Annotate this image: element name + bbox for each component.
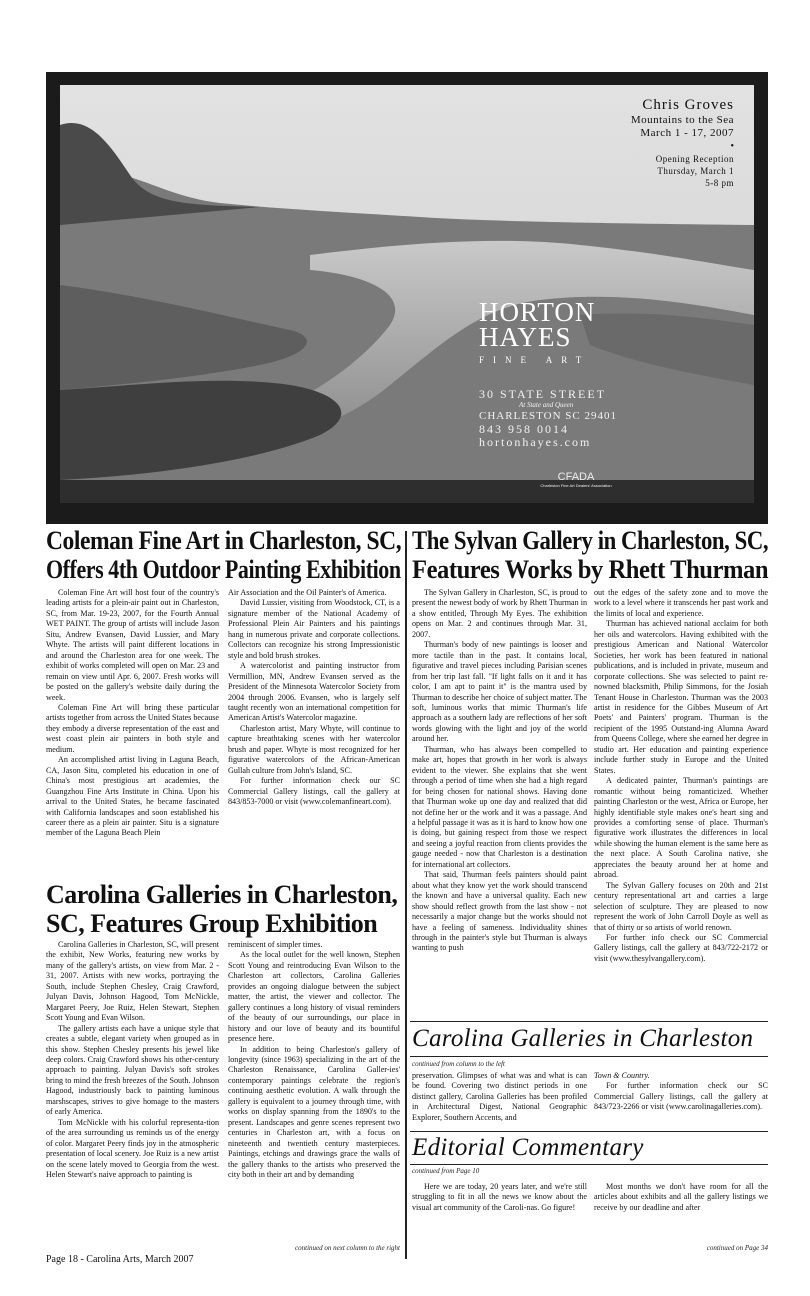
paragraph: preservation. Glimpses of what was and what is can be found. Covering two distinct periods in one distinct gallery, Carolina Galleries has been profiled in Architectural Digest, National Geographic Explorer, Southern Accents, and: [412, 1071, 587, 1122]
paragraph: Coleman Fine Art will bring these particular artists together from across the United States because they embody a diverse representation of the east and west coast plein air painters in both style and medium.: [46, 702, 219, 754]
continued-from-notice: continued from Page 10: [412, 1167, 480, 1175]
paragraph: reminiscent of simpler times.: [228, 940, 323, 949]
paragraph: Most months we don't have room for all the articles about exhibits and all the gallery listings we receive by our deadline and after: [594, 1182, 768, 1212]
carolina-headline-line-2: SC, Features Group Exhibition: [46, 909, 378, 938]
coleman-headline-line-2: Offers 4th Outdoor Painting Exhibition: [46, 555, 401, 584]
paragraph: The gallery artists each have a unique style that creates a subtle, elegant variety when grouped as in this show. Stephen Chesley presents his jewel like deep colors. Craig Crawford shows his other-century approach to painting. Julyan Davis's soft strokes bring to mind the fresh breezes of the South. Johnson Hagood, industriously back to painting luminous marshscapes, strives to give homage to the masters of early America.: [46, 1023, 219, 1117]
sylvan-headline: [412, 526, 768, 584]
paragraph: Charleston artist, Mary Whyte, will continue to capture breathtaking scenes with her watercolor brush and paper. Whyte is most recognized for her figurative watercolors of the African-American Gullah culture from John's Island, SC.: [228, 723, 400, 775]
section-divider: [410, 1021, 768, 1022]
continued-from-notice: continued from column to the left: [412, 1060, 505, 1068]
gallery-address: [479, 388, 659, 449]
section-divider: [410, 1164, 768, 1165]
paragraph: Town & Country.: [594, 1071, 650, 1080]
carolina-column-2: [228, 940, 400, 1180]
page-footer: Page 18 - Carolina Arts, March 2007: [46, 1254, 194, 1265]
phone-number: 843 958 0014: [479, 422, 569, 436]
sylvan-headline-line-1: The Sylvan Gallery in Charleston, SC,: [412, 526, 769, 555]
cfada-logo: [516, 471, 636, 488]
paragraph: In addition to being Charleston's gallery of longevity (since 1963) specializing in the art of the Charleston Renaissance, Carolina Galler-ies' contemporary paintings celebrate the region's continuing aesthetic evolution. A walk through the gallery is equivalent to a journey through time, with works on display spanning from the 1890's to the present. Landscapes and genre scenes represent two centuries in Charleston art, with a focus on nineteenth and twentieth century masterpieces. Paintings, etchings and drawings grace the walls of the gallery thanks to the artists who preserved the city both in their art and by demanding: [228, 1044, 400, 1179]
cfada-logo-subtitle: Charleston Fine Art Dealers' Association: [540, 483, 612, 488]
exhibition-dates: March 1 - 17, 2007: [640, 127, 734, 139]
carolina-continued-title: Carolina Galleries in Charleston: [412, 1025, 754, 1052]
editorial-title: Editorial Commentary: [412, 1134, 644, 1161]
paragraph: Carolina Galleries in Charleston, SC, will present the exhibit, New Works, featuring new works by many of the gallery's artists, on view from Mar. 2 - 31, 2007. Artists with new works, portraying the South, include Stephen Chesley, Craig Crawford, Julyan Davis, Johnson Hagood, Tom McNickle, Margaret Peery, Joe Ruiz, Helen Stewart, Stephen Scott Young and Evan Wilson.: [46, 940, 219, 1023]
editorial-column-1: [412, 1182, 587, 1213]
sylvan-column-1: [412, 588, 587, 954]
sylvan-column-2: [594, 588, 768, 964]
paragraph: Here we are today, 20 years later, and we're still struggling to fit in all the news we know about the visual art community of the Caroli-nas. Go figure!: [412, 1182, 587, 1212]
carolina-headline-line-1: Carolina Galleries in Charleston,: [46, 880, 398, 909]
coleman-column-2: [228, 588, 400, 808]
paragraph: out the edges of the safety zone and to move the work to a level where it transcends her past work and the limits of local and experience.: [594, 588, 768, 618]
artist-name: Chris Groves: [642, 97, 734, 113]
bullet-separator: •: [730, 141, 734, 152]
sylvan-headline-line-2: Features Works by Rhett Thurman: [412, 555, 769, 584]
paragraph: The Sylvan Gallery in Charleston, SC, is proud to present the newest body of work by Rhett Thurman in a show entitled, Through My Eyes. The exhibition opens on Mar. 2 and continues through Mar. 31, 2007.: [412, 588, 587, 639]
paragraph: Thurman's body of new paintings is looser and more tactile than in the past. It contains local, figurative and travel pieces including Parisian scenes from her trip last fall. "If light falls on it and it has color, I am apt to paint it" is the mantra used by Thurman to describe her choice of subject matter. The soft, luminous works that mimic Thurman's life approach as a southern lady are reflections of her soft words glowing with the light and joy of the world around her.: [412, 640, 587, 744]
gallery-name-line-3: FINE ART: [479, 355, 591, 365]
paragraph: Thurman, who has always been compelled to make art, hopes that growth in her work is always evident to the viewer. She explains that she went through a period of time when she had a high regard for being chosen for national shows. Having done that Thurman woke up one day and realized that did not define her or the work and it was a passage. And a helpful passage it was as it is hard to know how one is doing, but gaining respect from those we respect and seeing a joyful reaction from clients provides the gauge needed - now that Charleston is a destination for international art collectors.: [412, 744, 587, 869]
section-divider: [410, 1131, 768, 1132]
paragraph: As the local outlet for the well known, Stephen Scott Young and reintroducing Evan Wilson to the Charleston art collectors, Carolina Galleries provides an ongoing dialogue between the subject matter, the artist, the viewer and collector. The gallery continues a long history of visual reminders of the beauty of our surroundings, our place in history and our love of beauty and its bountiful presence here.: [228, 950, 400, 1044]
carolina-continued-column-1: [412, 1071, 587, 1123]
cfada-logo-text: CFADA: [557, 471, 595, 483]
column-divider: [405, 531, 407, 1259]
paragraph: Air Association and the Oil Painter's of America.: [228, 588, 387, 597]
website: hortonhayes.com: [479, 435, 592, 449]
gallery-logo: [479, 297, 659, 367]
gallery-name-line-2: HAYES: [479, 322, 572, 352]
city-state-zip: CHARLESTON SC 29401: [479, 410, 617, 422]
paragraph: David Lussier, visiting from Woodstock, CT, is a signature member of the National Academy of Professional Plein Air Painters and his paintings hang in numerous private and corporate collections. Collectors can recognize his strong Impressionistic style and bold brush strokes.: [228, 598, 400, 660]
paragraph: For further info check our SC Commercial Gallery listings, call the gallery at 843/722-2172 or visit (www.thesylvangallery.com).: [594, 932, 768, 963]
paragraph: For further information check our SC Commercial Gallery listings, call the gallery at 843/723-2266 or visit (www.carolinagalleries.com).: [594, 1081, 768, 1112]
exhibition-title: Mountains to the Sea: [630, 114, 734, 126]
paragraph: The Sylvan Gallery focuses on 20th and 21st century representational art and carries a large selection of sculpture. They are pleased to now represent the work of John Carroll Doyle as well as that of thirty or so artists of world renown.: [594, 880, 768, 932]
carolina-continued-column-2: [594, 1071, 768, 1113]
paragraph: For further information check our SC Commercial Gallery listings, call the gallery at 843/853-7000 or visit (www.colemanfineart.com).: [228, 776, 400, 807]
continued-notice: continued on next column to the right: [295, 1244, 400, 1252]
paragraph: Tom McNickle with his colorful representa-tion of the area surrounding us reminds us of the energy of color. Margaret Peery finds joy in the atmospheric presentation of local scenery. Joe Ruiz is a new artist on the scene lately moved to Georgia from the west. Helen Stewart's naive approach to painting is: [46, 1117, 219, 1179]
reception-time: 5-8 pm: [705, 178, 734, 188]
paragraph: An accomplished artist living in Laguna Beach, CA, Jason Situ, completed his education in one of China's most prestigious art academies, the Guangzhou Fine Arts Institute in China. Upon his arrival to the United States, he became fascinated with California landscapes and soon established his career there as a plein air painter. Situ is a signature member of the Laguna Beach Plein: [46, 755, 219, 838]
coleman-headline: [46, 526, 401, 584]
paragraph: Thurman has achieved national acclaim for both her oils and watercolors. Having exhibited with the prestigious American and National Watercolor Societies, her work has been featured in national publications, and is included in private, museum and corporate collections. She was selected to paint re-nowned blacksmith, Philip Simmons, for the Josiah Tenant House in Charleston. Thurman was the 2003 artist in residence for the Gibbes Museum of Art Poets' and Painters' program. Thurman is the recipient of the 1995 Outstand-ing Alumna Award from Queens College, where she earned her degree in studio art. Her education and painting experience include further study in Europe and the United States.: [594, 619, 768, 775]
section-divider: [410, 1056, 768, 1057]
horton-hayes-advertisement: [46, 72, 768, 524]
coleman-headline-line-1: Coleman Fine Art in Charleston, SC,: [46, 526, 402, 555]
paragraph: A watercolorist and painting instructor from Vermillion, MN, Andrew Evansen served as the President of the Minnesota Watercolor Society from 2004 through 2006. Evansen, who is largely self taught recently won an international competition for American Artist's Watercolor magazine.: [228, 661, 400, 723]
gallery-name-line-1: HORTON: [479, 297, 596, 327]
reception-label: Opening Reception: [655, 154, 734, 164]
paragraph: A dedicated painter, Thurman's paintings are romantic without being romanticized. Whether painting Charleston or the west, Africa or Europe, her highly identifiable style makes one's heart sing and provides a comforting sense of place. Thurman's figurative work illustrates the differences in local while showing the human element is the same here as the next place. A South Carolina native, she appreciates the beauty around her at home and abroad.: [594, 776, 768, 880]
reception-day: Thursday, March 1: [657, 166, 734, 176]
carolina-column-1: [46, 940, 219, 1180]
street-address: 30 STATE STREET: [479, 387, 607, 401]
paragraph: That said, Thurman feels painters should paint about what they know yet the work should transcend the known and have a universal quality. Each new show should reflect growth from the last show - not necessarily a major change but the works should not have a feeling of sameness. Individuality shines through in the painter's style but Thurman is always wanting to push: [412, 870, 587, 953]
cross-street: At State and Queen: [519, 401, 574, 409]
paragraph: Coleman Fine Art will host four of the country's leading artists for a plein-air paint out in Charleston, SC, from Mar. 19-23, 2007, for the Fourth Annual WET PAINT. The group of artists will include Jason Situ, Andrew Evansen, David Lussier, and Mary Whyte. The artists will paint different locations in and around the Charleston area for one week. The exhibit of works completed will open on Mar. 23 and remain on view until Apr. 6, 2007. Fresh works will be posted on the gallery's website daily during the week.: [46, 588, 219, 702]
editorial-column-2: [594, 1182, 768, 1213]
continued-on-notice: continued on Page 34: [706, 1244, 768, 1252]
coleman-column-1: [46, 588, 219, 839]
exhibition-announcement: [504, 97, 734, 189]
carolina-headline: [46, 880, 401, 938]
